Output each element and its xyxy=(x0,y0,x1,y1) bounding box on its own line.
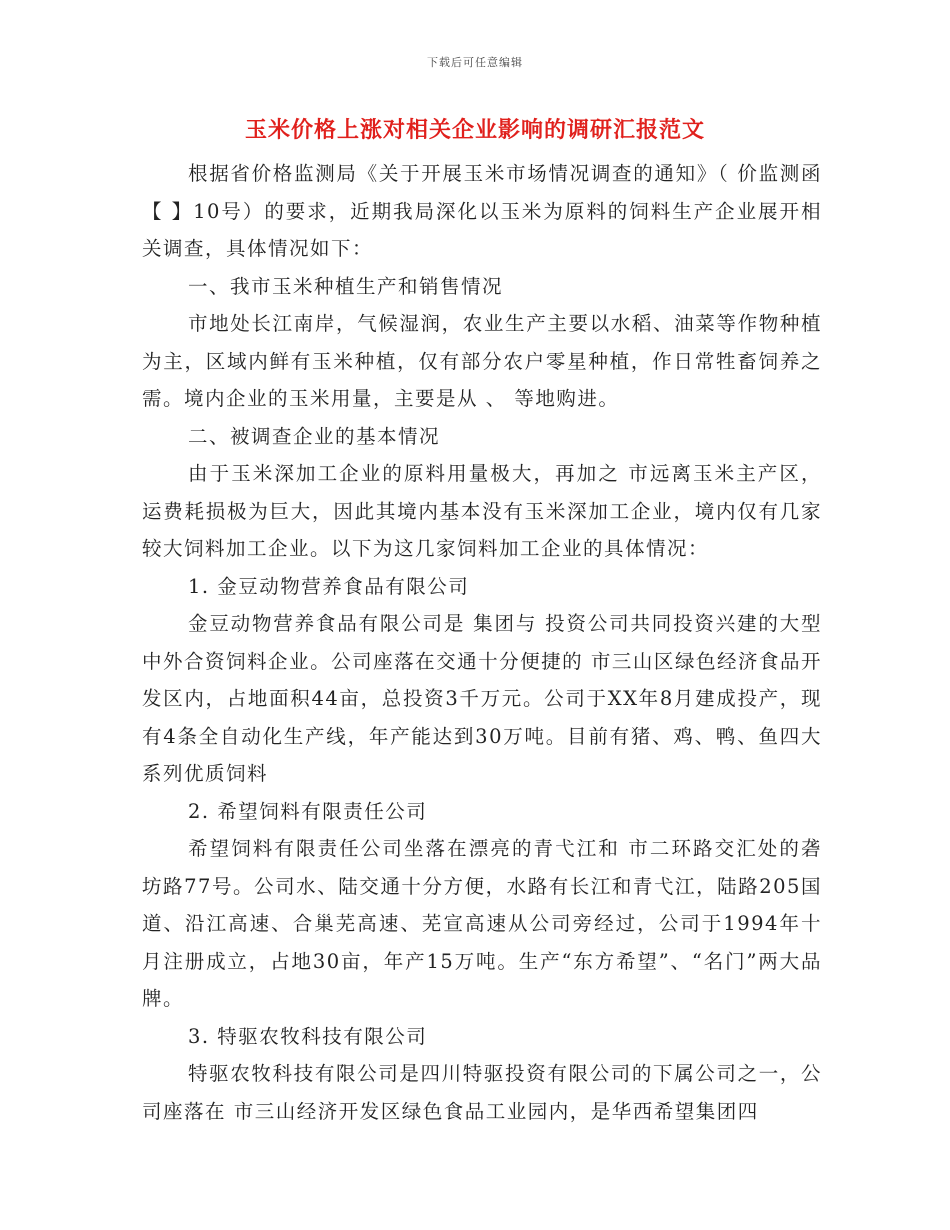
section-heading-2: 二、被调查企业的基本情况 xyxy=(188,424,441,448)
company-heading-1: 1. 金豆动物营养食品有限公司 xyxy=(188,574,470,598)
company-3-paragraph: 特驱农牧科技有限公司是四川特驱投资有限公司的下属公司之一，公司座落在 市三山经济开发区绿色食品工业园内，是华西希望集团四 xyxy=(142,1062,822,1123)
intro-paragraph: 根据省价格监测局《关于开展玉米市场情况调查的通知》（ 价监测函【 】10号）的要求，近期我局深化以玉米为原料的饲料生产企业展开相关调查，具体情况如下： xyxy=(142,162,822,260)
section-2-paragraph: 由于玉米深加工企业的原料用量极大，再加之 市远离玉米主产区，运费耗损极为巨大，因此其境内基本没有玉米深加工企业，境内仅有几家较大饲料加工企业。以下为这几家饲料加工企业的具体情况： xyxy=(142,462,822,560)
company-heading-3: 3. 特驱农牧科技有限公司 xyxy=(188,1024,428,1048)
document-body xyxy=(142,155,822,1130)
company-2-paragraph: 希望饲料有限责任公司坐落在漂亮的青弋江和 市二环路交汇处的砻坊路77号。公司水、陆交通十分方便，水路有长江和青弋江，陆路205国道、沿江高速、合巢芜高速、芜宣高速从公司旁经过，公司于1994年十月注册成立，占地30亩，年产15万吨。生产“东方希望”、“名门”两大品牌。 xyxy=(142,837,822,1010)
section-1-paragraph: 市地处长江南岸，气候湿润，农业生产主要以水稻、油菜等作物种植为主，区域内鲜有玉米种植，仅有部分农户零星种植，作日常牲畜饲养之需。境内企业的玉米用量，主要是从 、 等地购进。 xyxy=(142,312,822,410)
section-heading-1: 一、我市玉米种植生产和销售情况 xyxy=(188,274,504,298)
company-heading-2: 2. 希望饲料有限责任公司 xyxy=(188,799,428,823)
document-title: 玉米价格上涨对相关企业影响的调研汇报范文 xyxy=(244,117,705,143)
company-1-paragraph: 金豆动物营养食品有限公司是 集团与 投资公司共同投资兴建的大型中外合资饲料企业。公司座落在交通十分便捷的 市三山区绿色经济食品开发区内，占地面积44亩，总投资3千万元。公司于XX年8月建成投产，现有4条全自动化生产线，年产能达到30万吨。目前有猪、鸡、鸭、鱼四大系列优质饲料 xyxy=(142,612,822,785)
header-note: 下载后可任意编辑 xyxy=(427,56,523,69)
